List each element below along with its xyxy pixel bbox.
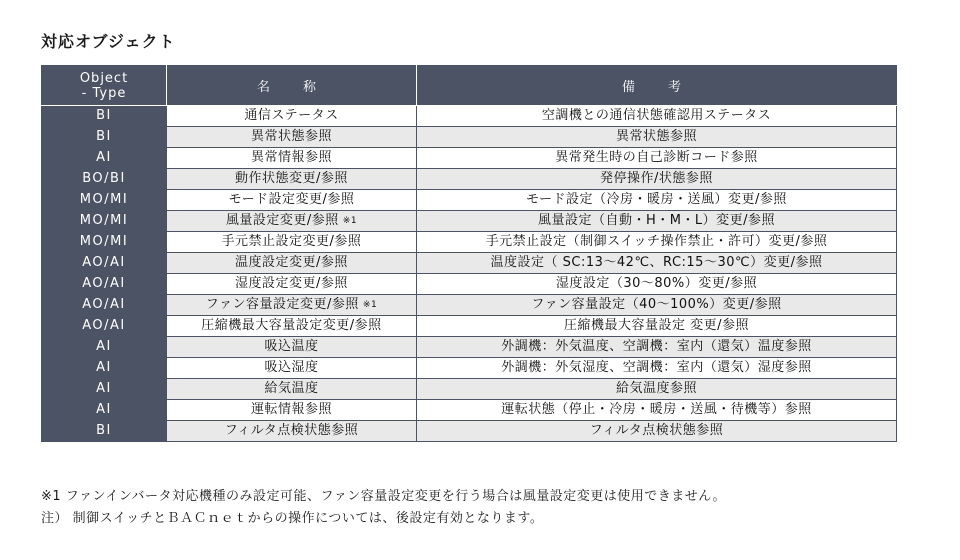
table-row (42, 232, 897, 253)
name-text: 圧縮機最大容量設定変更/参照 (201, 318, 382, 333)
note-cell: 圧縮機最大容量設定 変更/参照 (417, 316, 897, 337)
note-cell: 外調機：外気温度、空調機：室内（還気）温度参照 (417, 337, 897, 358)
name-text: 動作状態変更/参照 (235, 171, 348, 186)
name-cell (167, 337, 417, 358)
object-type-cell: MO/MI (42, 211, 167, 232)
footnote-mark: ※1 (362, 300, 378, 310)
name-cell (167, 148, 417, 169)
name-cell (167, 316, 417, 337)
name-cell (167, 253, 417, 274)
object-type-cell: AI (42, 148, 167, 169)
name-text: 吸込温度 (264, 339, 319, 354)
object-type-cell: AI (42, 400, 167, 421)
object-type-cell: MO/MI (42, 190, 167, 211)
table-header-row (42, 66, 897, 106)
object-type-cell: BI (42, 106, 167, 127)
table-row (42, 169, 897, 190)
note-cell: 空調機との通信状態確認用ステータス (417, 106, 897, 127)
object-type-cell: AI (42, 379, 167, 400)
name-text: フィルタ点検状態参照 (224, 423, 359, 438)
name-cell (167, 127, 417, 148)
table-row (42, 295, 897, 316)
table-row (42, 316, 897, 337)
name-cell (167, 274, 417, 295)
table-row (42, 253, 897, 274)
table-row (42, 127, 897, 148)
name-cell (167, 232, 417, 253)
header-object-type-line2: - Type (81, 85, 127, 101)
note-cell: 運転状態（停止・冷房・暖房・送風・待機等）参照 (417, 400, 897, 421)
note-cell: 手元禁止設定（制御スイッチ操作禁止・許可）変更/参照 (417, 232, 897, 253)
note-cell: 異常状態参照 (417, 127, 897, 148)
note-cell: 温度設定（ SC:13～42℃、RC:15～30℃）変更/参照 (417, 253, 897, 274)
note-cell: ファン容量設定（40～100%）変更/参照 (417, 295, 897, 316)
name-cell (167, 358, 417, 379)
table-row (42, 274, 897, 295)
note-cell: 湿度設定（30～80%）変更/参照 (417, 274, 897, 295)
table-row (42, 358, 897, 379)
note-cell: 給気温度参照 (417, 379, 897, 400)
header-object-type-line1: Object (79, 70, 129, 86)
header-note-label: 備 考 (621, 80, 691, 95)
name-cell (167, 190, 417, 211)
name-text: 運転情報参照 (250, 402, 332, 417)
footnote-1: ※1 ファンインバータ対応機種のみ設定可能、ファン容量設定変更を行う場合は風量設定変更は使用できません。 (41, 489, 726, 504)
object-type-cell: AI (42, 358, 167, 379)
header-name-label: 名 称 (256, 80, 326, 95)
table-row (42, 379, 897, 400)
name-text: 湿度設定変更/参照 (235, 276, 348, 291)
object-table (41, 65, 897, 442)
name-text: 異常状態参照 (250, 129, 332, 144)
name-text: 温度設定変更/参照 (235, 255, 348, 270)
name-cell (167, 106, 417, 127)
note-cell: 風量設定（自動・H・M・L）変更/参照 (417, 211, 897, 232)
name-text: ファン容量設定変更/参照 (205, 297, 359, 312)
note-cell: 外調機：外気湿度、空調機：室内（還気）湿度参照 (417, 358, 897, 379)
object-type-cell: BI (42, 421, 167, 442)
footnotes (41, 486, 726, 530)
object-type-cell: MO/MI (42, 232, 167, 253)
note-cell: 異常発生時の自己診断コード参照 (417, 148, 897, 169)
header-note (417, 66, 897, 106)
table-row (42, 190, 897, 211)
note-cell: フィルタ点検状態参照 (417, 421, 897, 442)
footnote-mark: ※1 (342, 216, 358, 226)
table-row (42, 337, 897, 358)
object-type-cell: AO/AI (42, 274, 167, 295)
object-type-cell: AO/AI (42, 316, 167, 337)
name-text: 手元禁止設定変更/参照 (221, 234, 362, 249)
name-text: 風量設定変更/参照 (225, 213, 339, 228)
note-cell: 発停操作/状態参照 (417, 169, 897, 190)
name-text: モード設定変更/参照 (228, 192, 355, 207)
note-cell: モード設定（冷房・暖房・送風）変更/参照 (417, 190, 897, 211)
table-row (42, 148, 897, 169)
name-text: 通信ステータス (244, 108, 339, 123)
name-cell (167, 211, 417, 232)
object-type-cell: AI (42, 337, 167, 358)
name-cell (167, 169, 417, 190)
object-type-cell: AO/AI (42, 253, 167, 274)
name-text: 吸込湿度 (264, 360, 319, 375)
table-row (42, 421, 897, 442)
name-cell (167, 379, 417, 400)
footnote-2: 注） 制御スイッチとＢＡＣｎｅｔからの操作については、後設定有効となります。 (41, 511, 544, 526)
table-row (42, 400, 897, 421)
object-type-cell: BI (42, 127, 167, 148)
name-text: 異常情報参照 (250, 150, 332, 165)
name-cell (167, 421, 417, 442)
name-cell (167, 400, 417, 421)
name-text: 給気温度 (264, 381, 319, 396)
header-object-type (42, 66, 167, 106)
table-row (42, 211, 897, 232)
name-cell (167, 295, 417, 316)
object-type-cell: AO/AI (42, 295, 167, 316)
header-name (167, 66, 417, 106)
object-type-cell: BO/BI (42, 169, 167, 190)
page-title: 対応オブジェクト (41, 32, 176, 51)
table-row (42, 106, 897, 127)
